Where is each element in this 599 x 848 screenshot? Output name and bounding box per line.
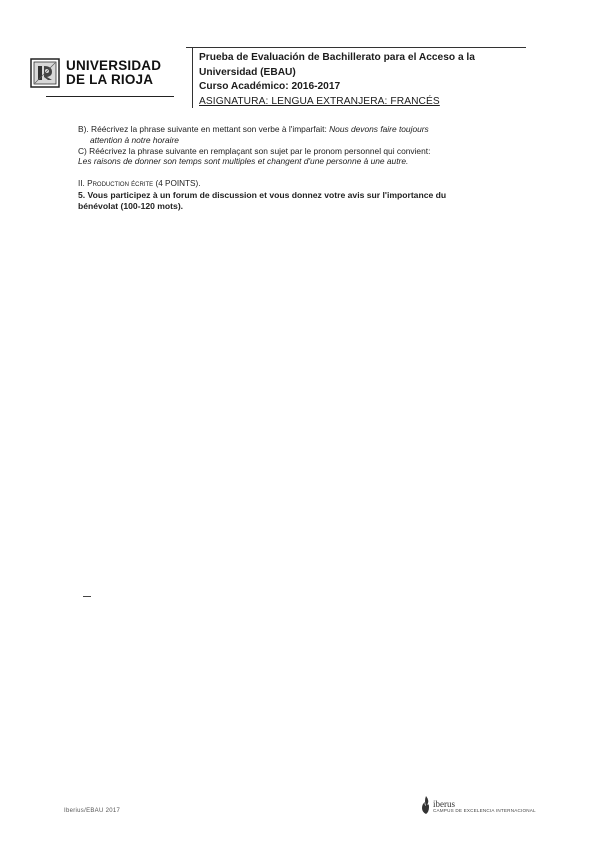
academic-year — [199, 80, 529, 95]
header-vertical-rule — [192, 48, 193, 108]
item-b-sentence-part2: attention à notre horaire — [90, 134, 179, 145]
exam-info-block — [199, 51, 529, 109]
subject-line: ASIGNATURA: LENGUA EXTRANJERA: FRANCÉS — [199, 95, 440, 107]
item-b-instruction: B). Réécrivez la phrase suivante en mettant son verbe à l'imparfait: — [78, 124, 330, 134]
item-b-sentence-part1: Nous devons faire toujours — [329, 124, 429, 134]
item-c-instruction: C) Réécrivez la phrase suivante en remplaçant son sujet par le pronom personnel qui convient: — [78, 145, 431, 156]
exercise-item-b — [78, 124, 528, 135]
section-heading-production — [78, 179, 528, 190]
header-top-rule — [186, 47, 526, 48]
exam-content — [78, 124, 528, 212]
university-crest-icon — [30, 58, 60, 88]
exercise-item-c — [78, 146, 528, 157]
university-name-line1: UNIVERSIDAD — [66, 58, 162, 73]
iberus-flame-icon — [420, 795, 432, 815]
exam-title-line2: Universidad (EBAU) — [199, 66, 296, 78]
item-c-sentence: Les raisons de donner son temps sont multiples et changent d'une personne à une autre. — [78, 156, 409, 167]
writing-prompt-line1: 5. Vous participez à un forum de discussion et vous donnez votre avis sur l'importance du — [78, 189, 447, 200]
exam-title-line1: Prueba de Evaluación de Bachillerato para el Acceso a la — [199, 52, 475, 63]
footer-brand-subtitle: CAMPUS DE EXCELENCIA INTERNACIONAL — [433, 808, 536, 813]
university-name — [66, 59, 161, 87]
logo-underline-divider — [46, 96, 174, 97]
footer-code: Iberius/EBAU 2017 — [64, 808, 121, 814]
section-number: II. — [78, 179, 88, 189]
footer-brand: iberus — [433, 799, 455, 809]
academic-year-text: Curso Académico: 2016-2017 — [199, 81, 341, 92]
writing-prompt-line2: bénévolat (100-120 mots). — [78, 200, 184, 211]
university-name-line2: DE LA RIOJA — [66, 72, 154, 87]
section-title: Production écrite — [87, 179, 154, 189]
margin-dash-mark — [83, 596, 91, 597]
section-points: (4 POINTS). — [153, 179, 201, 189]
